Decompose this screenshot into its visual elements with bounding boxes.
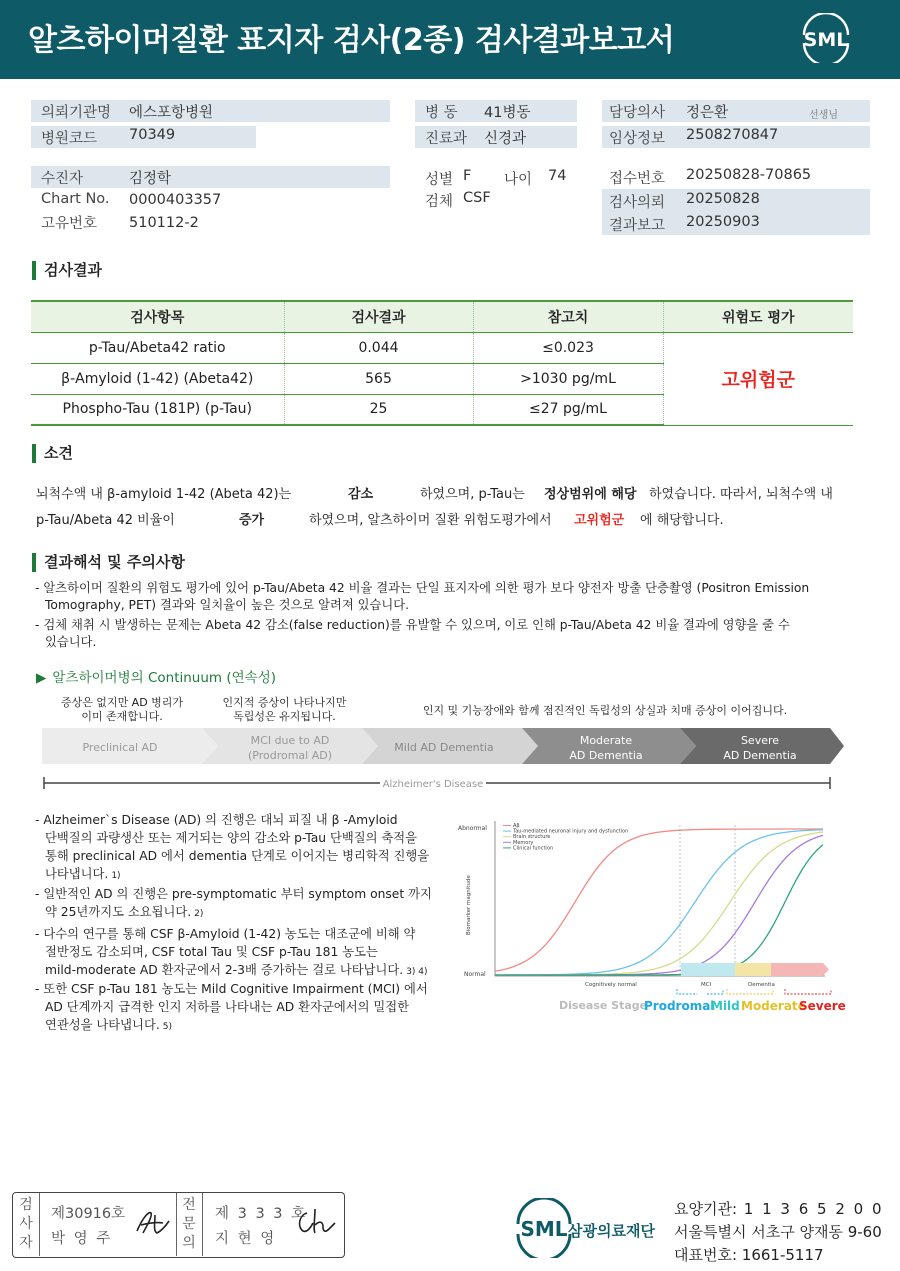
reference-mark: 1) (111, 871, 121, 881)
opinion-text: 하였으며, 알츠하이머 질환 위험도평가에서 (309, 513, 552, 528)
y-axis-label: Biomarker magnitude (466, 875, 472, 935)
ward-label: 병 동 (425, 105, 458, 121)
col-header-risk: 위험도 평가 (663, 301, 853, 332)
doctor-label: 담당의사 (609, 105, 666, 121)
caption-line: 인지적 증상이 나타나지만 (222, 696, 347, 709)
note-line: - 검체 채취 시 발생하는 문제는 Abeta 42 감소(false reduction)를 유발할 수 있으며, 이로 인해 p-Tau/Abeta 42 비율 결과에 영향을 줄 수 (35, 618, 790, 632)
disease-stage-label: Disease Stage (559, 999, 648, 1012)
note-1 (35, 580, 809, 614)
sml-logo-text: SML (803, 29, 849, 51)
stage-moderate-label-1: Moderate (579, 734, 633, 747)
severe-band (771, 963, 829, 976)
moderate-bracket (727, 989, 773, 994)
note-line: 있습니다. (45, 635, 97, 649)
age-value: 74 (548, 168, 567, 184)
ward-value: 41병동 (484, 105, 531, 121)
caption-line: 증상은 없지만 AD 병리가 (60, 696, 184, 709)
requesting-org-label: 의뢰기관명 (41, 105, 112, 121)
patient-value: 김정학 (129, 171, 172, 187)
moderate-band (735, 963, 771, 976)
bullet-line: 절반정도 감소되며, CSF total Tau 및 CSF p-Tau 181 농도는 (45, 945, 378, 959)
divider (176, 1193, 177, 1256)
patient-label: 수진자 (41, 171, 84, 187)
requesting-org-value: 에스포항병원 (129, 105, 214, 121)
stage-mild: Mild (711, 999, 740, 1013)
opinion-section-title: 소견 (32, 444, 73, 463)
bullet-line: 나타냅니다. (45, 867, 109, 881)
bullet-line: - 또한 CSF p-Tau 181 농도는 Mild Cognitive Impairment (MCI) 에서 (35, 982, 428, 996)
cell-item: β-Amyloid (1-42) (Abeta42) (31, 363, 284, 394)
stage-preclinical-label: Preclinical AD (82, 741, 158, 754)
bullet-4 (35, 980, 428, 1036)
hospital-code-value: 70349 (129, 127, 176, 143)
cell-result: 565 (284, 363, 473, 394)
specimen-value: CSF (463, 190, 491, 206)
stage-severe-label-2: AD Dementia (723, 749, 797, 762)
specimen-label: 검체 (425, 194, 454, 210)
continuum-arrow-diagram (40, 726, 850, 798)
y-abnormal-label: Abnormal (458, 825, 487, 832)
interpretation-section-title: 결과해석 및 주의사항 (32, 553, 185, 572)
examiner-label-char: 사 (19, 1216, 33, 1232)
request-date-value: 20250828 (686, 191, 760, 207)
specialist-signature-image (295, 1205, 339, 1239)
age-label: 나이 (504, 172, 533, 188)
cell-reference: ≤0.023 (473, 332, 663, 363)
department-label: 진료과 (425, 131, 468, 147)
stage-caption-mci (212, 696, 357, 724)
bullet-line: AD 단계까지 급격한 인지 저하를 나타내는 AD 환자군에서의 밀접한 (45, 1000, 410, 1014)
specialist-label-vertical (181, 1196, 197, 1253)
stage-caption-dementia: 인지 및 기능장애와 함께 점진적인 독립성의 상실과 치매 증상이 이어집니다. (422, 704, 788, 717)
divider (39, 1193, 40, 1256)
legend-label: Aβ (513, 823, 520, 829)
footer-address: 서울특별시 서초구 양재동 9-60 (674, 1223, 882, 1241)
care-institution (674, 1198, 884, 1219)
signature-box (12, 1192, 345, 1258)
timeline-label: Alzheimer's Disease (382, 779, 484, 790)
stage-moderate: Moderate (741, 999, 806, 1013)
footer-phone (674, 1244, 824, 1265)
legend-label: Tau-mediated neuronal injury and dysfunction (513, 828, 629, 835)
bullet-line: 통해 preclinical AD 에서 dementia 단계로 이어지는 병리학적 진행을 (45, 849, 430, 863)
cell-item: Phospho-Tau (181P) (p-Tau) (31, 394, 284, 425)
opinion-increase: 증가 (239, 513, 265, 528)
biomarker-curve (495, 835, 823, 975)
examiner-label-vertical (18, 1196, 34, 1253)
opinion-text: 하였습니다. 따라서, 뇌척수액 내 (649, 487, 833, 502)
opinion-text: 하였으며, p-Tau는 (420, 487, 525, 502)
stage-severe: Severe (799, 999, 846, 1013)
unique-no-value: 510112-2 (129, 215, 199, 231)
doctor-suffix: 선생님 (809, 110, 838, 121)
bullet-line: mild-moderate AD 환자군에서 2-3배 증가하는 걸로 나타납니다. (45, 963, 404, 977)
note-line: - 알츠하이머 질환의 위험도 평가에 있어 p-Tau/Abeta 42 비율 결과는 단일 표지자에 의한 평가 보다 양전자 방출 단층촬영 (Positron Emission (35, 581, 810, 595)
report-title: 알츠하이머질환 표지자 검사(2종) 검사결과보고서 (28, 23, 675, 58)
bullet-2 (35, 885, 432, 923)
stage-caption-preclinical (52, 696, 192, 724)
biomarker-curve (495, 830, 823, 975)
receipt-value: 20250828-70865 (686, 167, 812, 183)
stage-mci-label-2: (Prodromal AD) (247, 749, 333, 762)
continuum-title-text: 알츠하이머병의 Continuum (연속성) (52, 670, 277, 686)
severe-bracket (785, 989, 831, 994)
specialist-label-char: 의 (182, 1235, 196, 1251)
specialist-number: 제 3 3 3 호 (215, 1206, 308, 1222)
play-triangle-icon: ▶ (36, 670, 47, 686)
cell-reference: ≤27 pg/mL (473, 394, 663, 425)
stage-moderate-label-2: AD Dementia (569, 749, 643, 762)
specialist-name: 지 현 영 (215, 1231, 277, 1247)
biomarker-figure (455, 815, 855, 1020)
mci-band (681, 963, 735, 976)
divider (202, 1193, 203, 1256)
note-2 (35, 617, 790, 651)
opinion-text: p-Tau/Abeta 42 비율이 (36, 513, 175, 528)
results-section-title: 검사결과 (32, 261, 102, 280)
cell-item: p-Tau/Abeta42 ratio (31, 332, 284, 363)
clinical-info-value: 2508270847 (686, 127, 779, 143)
opinion-high-risk: 고위험군 (574, 513, 625, 528)
specialist-label-char: 전 (182, 1197, 196, 1213)
report-date-value: 20250903 (686, 214, 760, 230)
clinical-info-label: 임상정보 (609, 131, 666, 147)
sml-logo (798, 13, 854, 63)
bullet-line: - 다수의 연구를 통해 CSF β-Amyloid (1-42) 농도는 대조군에 비해 약 (35, 927, 416, 941)
sex-label: 성별 (425, 172, 454, 188)
info-bar (31, 166, 390, 188)
report-date-label: 결과보고 (609, 218, 666, 234)
legend-label: Memory (513, 839, 534, 846)
stage-severe-label-1: Severe (740, 734, 780, 747)
footer-org-name: 삼광의료재단 (568, 1222, 655, 1240)
examiner-number: 제30916호 (51, 1206, 126, 1222)
prodromal-bracket (677, 989, 723, 994)
opinion-normal-range: 정상범위에 해당 (544, 487, 637, 502)
note-line: Tomography, PET) 결과와 일치율이 높은 것으로 알려져 있습니다. (45, 598, 410, 612)
request-date-label: 검사의뢰 (609, 195, 666, 211)
legend-label: Brain structure (513, 834, 551, 841)
bullet-line: - Alzheimer`s Disease (AD) 의 진행은 대뇌 피질 내 β -Amyloid (35, 813, 398, 827)
stage-mild-label: Mild AD Dementia (394, 741, 494, 754)
reference-mark: 2) (194, 909, 204, 919)
bullet-3 (35, 925, 428, 981)
hospital-code-label: 병원코드 (41, 131, 98, 147)
sml-footer-logo-text: SML (520, 1217, 568, 1241)
cell-result: 0.044 (284, 332, 473, 363)
phone-label: 대표번호: (674, 1246, 738, 1264)
examiner-label-char: 자 (19, 1235, 33, 1251)
stage-prodromal: Prodromal (644, 999, 715, 1013)
receipt-label: 접수번호 (609, 171, 666, 187)
phone-number: 1661-5117 (741, 1246, 824, 1264)
bullet-line: 단백질의 과량생산 또는 제거되는 양의 감소와 p-Tau 단백질의 축적을 (45, 831, 418, 845)
bullet-line: 약 25년까지도 소요됩니다. (45, 905, 192, 919)
caption-line: 독립성은 유지됩니다. (233, 710, 336, 723)
care-label: 요양기관: (674, 1200, 738, 1218)
reference-mark: 3) 4) (406, 967, 428, 977)
y-normal-label: Normal (464, 971, 486, 978)
unique-no-label: 고유번호 (41, 216, 98, 232)
results-table (31, 300, 853, 426)
x-dementia-label: Dementia (748, 982, 775, 988)
cell-reference: >1030 pg/mL (473, 363, 663, 394)
col-header-item: 검사항목 (31, 301, 284, 332)
table-row (31, 332, 853, 363)
x-cognitively-normal-label: Cognitively normal (585, 982, 637, 988)
reference-mark: 5) (162, 1022, 172, 1032)
risk-assessment-value: 고위험군 (663, 332, 853, 425)
col-header-reference: 참고치 (473, 301, 663, 332)
bullet-1 (35, 811, 429, 885)
examiner-signature-image (133, 1207, 173, 1239)
opinion-text: 뇌척수액 내 β-amyloid 1-42 (Abeta 42)는 (36, 487, 292, 502)
legend-label: Clinical function (513, 845, 554, 852)
department-value: 신경과 (484, 131, 527, 147)
examiner-name: 박 영 주 (51, 1231, 113, 1247)
bullet-line: - 일반적인 AD 의 진행은 pre-symptomatic 부터 symptom onset 까지 (35, 887, 432, 901)
examiner-label-char: 검 (19, 1197, 33, 1213)
chart-no-label: Chart No. (41, 191, 110, 207)
col-header-result: 검사결과 (284, 301, 473, 332)
biomarker-curve (495, 845, 823, 975)
x-mci-label: MCI (701, 982, 712, 988)
care-number: 1 1 3 6 5 2 0 0 (743, 1200, 884, 1218)
sex-value: F (463, 168, 472, 184)
caption-line: 이미 존재합니다. (81, 710, 163, 723)
report-header (0, 0, 900, 79)
opinion-decrease: 감소 (348, 487, 374, 502)
biomarker-curve (495, 832, 823, 975)
figure-legend (503, 823, 628, 851)
specialist-label-char: 문 (182, 1216, 196, 1232)
stage-mci-label-1: MCI due to AD (250, 734, 330, 747)
doctor-value: 정은환 (686, 105, 729, 121)
continuum-title (36, 666, 276, 686)
bullet-line: 연관성을 나타냅니다. (45, 1018, 160, 1032)
chart-no-value: 0000403357 (129, 192, 222, 208)
cell-result: 25 (284, 394, 473, 425)
opinion-text: 에 해당합니다. (640, 513, 724, 528)
